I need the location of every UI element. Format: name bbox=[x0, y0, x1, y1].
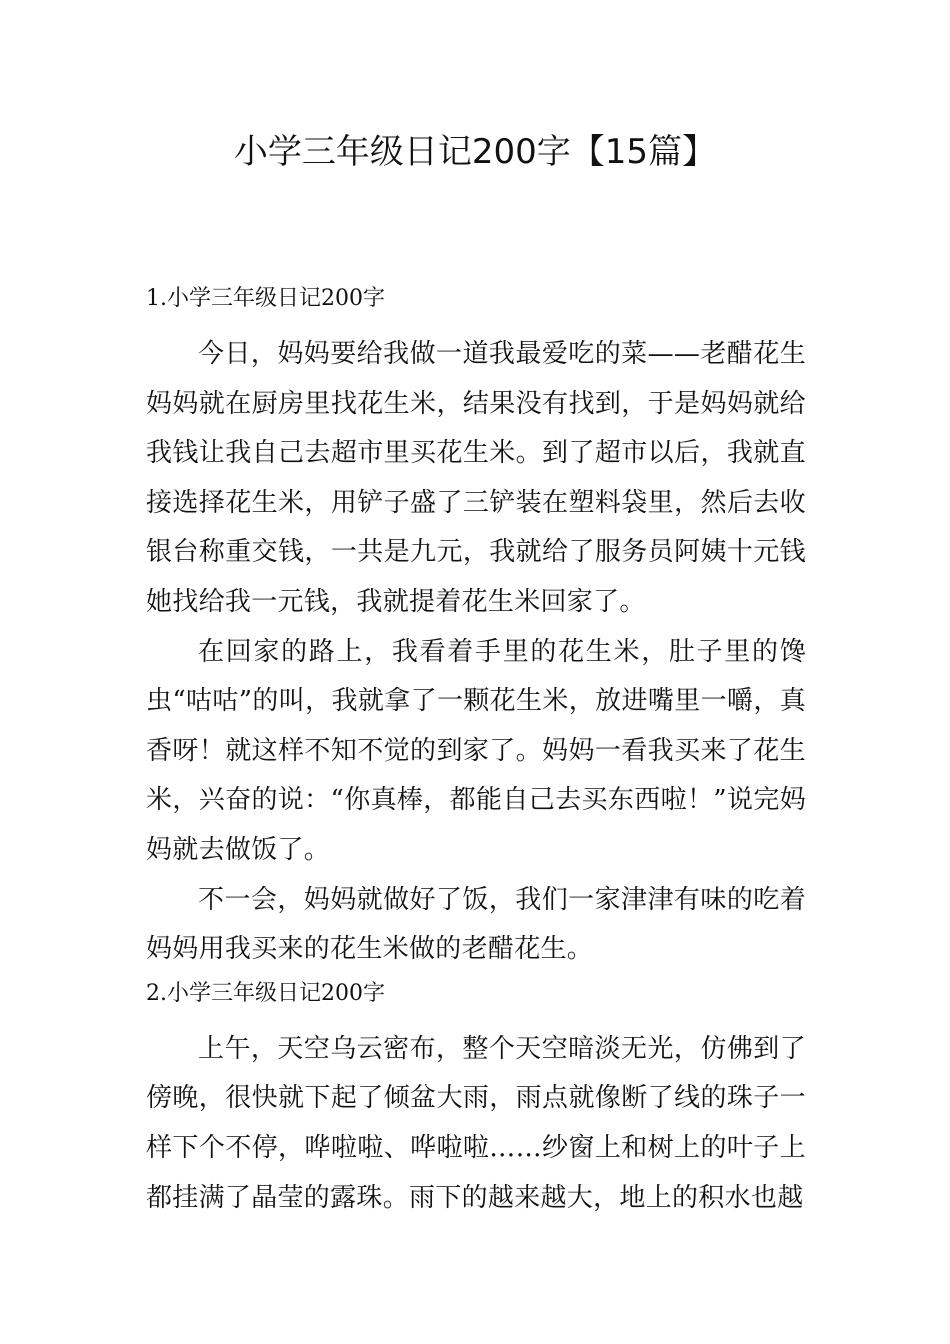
body-paragraph: 上午，天空乌云密布，整个天空暗淡无光，仿佛到了傍晚，很快就下起了倾盆大雨，雨点就像断了线的珠子一样下个不停，哗啦啦、哗啦啦……纱窗上和树上的叶子上都挂满了晶莹的露珠。雨下的越来越大，地上的积水也越 bbox=[146, 1033, 806, 1213]
document-title: 小学三年级日记200字【15篇】 bbox=[233, 132, 717, 172]
entry-heading: 2.小学三年级日记200字 bbox=[146, 980, 385, 1006]
body-paragraph: 不一会，妈妈就做好了饭，我们一家津津有味的吃着妈妈用我买来的花生米做的老醋花生。 bbox=[146, 884, 806, 965]
body-paragraph: 今日，妈妈要给我做一道我最爱吃的菜——老醋花生妈妈就在厨房里找花生米，结果没有找到，于是妈妈就给我钱让我自己去超市里买花生米。到了超市以后，我就直接选择花生米，用铲子盛了三铲装在塑料袋里，然后去收银台称重交钱，一共是九元，我就给了服务员阿姨十元钱她找给我一元钱，我就提着花生米回家了。 bbox=[146, 339, 806, 617]
entry-heading: 1.小学三年级日记200字 bbox=[146, 286, 385, 311]
body-paragraph: 在回家的路上，我看着手里的花生米，肚子里的馋虫“咕咕”的叫，我就拿了一颗花生米，放进嘴里一嚼，真香呀！就这样不知不觉的到家了。妈妈一看我买来了花生米，兴奋的说：“你真棒，都能自己去买东西啦！”说完妈妈就去做饭了。 bbox=[146, 636, 806, 865]
diary-entry-2 bbox=[146, 975, 806, 1223]
diary-entry-1 bbox=[146, 280, 806, 975]
document-body bbox=[146, 280, 806, 1223]
